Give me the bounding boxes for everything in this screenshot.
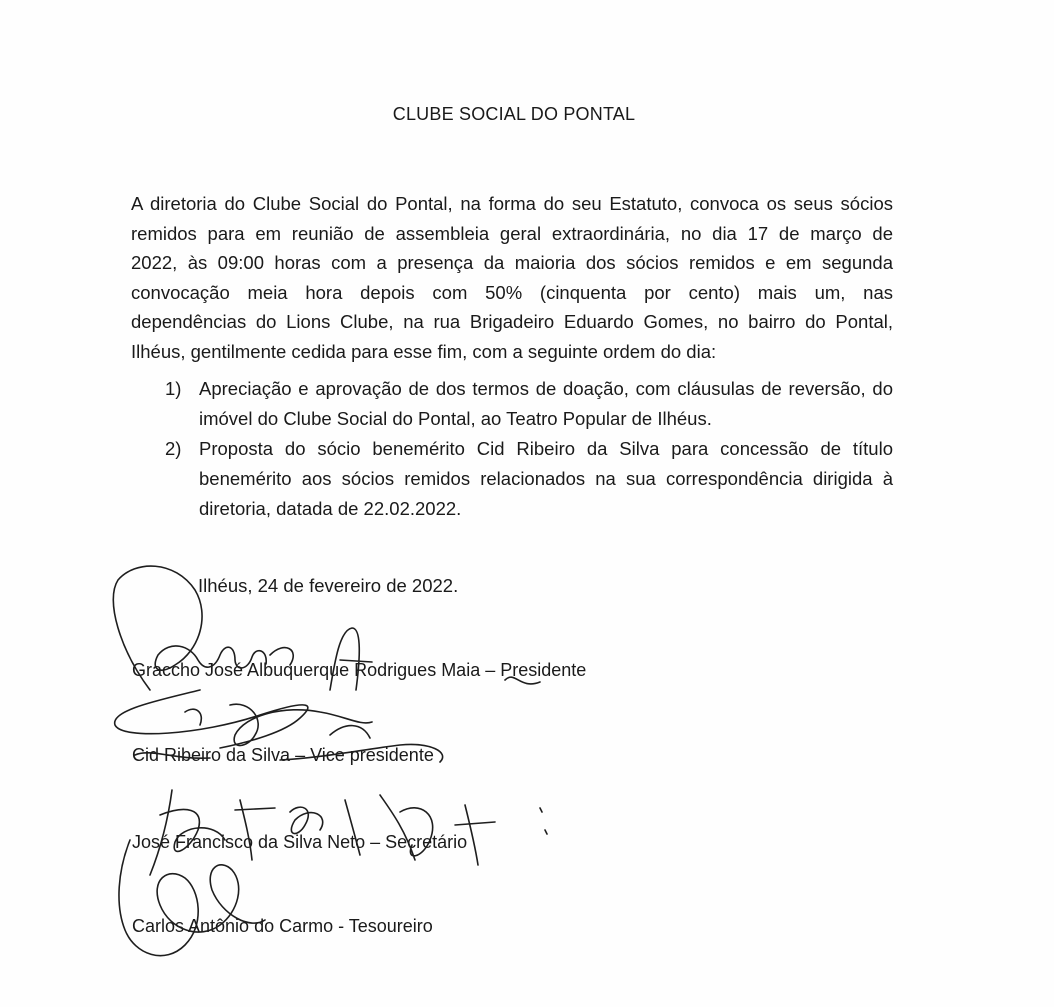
paragraph-line: 2022, às 09:00 horas com a presença da maioria dos sócios remidos e em segunda <box>131 252 893 273</box>
signatory-secretary: José Francisco da Silva Neto – Secretário <box>132 832 468 852</box>
signatory-vice-president: Cid Ribeiro da Silva – Vice presidente <box>132 745 434 765</box>
agenda-item-number: 1) <box>165 378 182 399</box>
signatory-treasurer: Carlos Antônio do Carmo - Tesoureiro <box>132 916 433 936</box>
signature-treasurer <box>119 840 265 956</box>
agenda-item <box>165 374 893 434</box>
agenda-list <box>165 374 893 524</box>
agenda-item-number: 2) <box>165 438 182 459</box>
paragraph-line: dependências do Lions Clube, na rua Brigadeiro Eduardo Gomes, no bairro do Pontal, <box>131 311 893 332</box>
document-title: CLUBE SOCIAL DO PONTAL <box>392 104 636 124</box>
convocation-paragraph <box>131 189 893 366</box>
date-line: Ilhéus, 24 de fevereiro de 2022. <box>198 575 459 596</box>
paragraph-line: remidos para em reunião de assembleia geral extraordinária, no dia 17 de março de <box>131 222 893 244</box>
paragraph-line: convocação meia hora depois com 50% (cinquenta por cento) mais um, nas <box>131 281 893 303</box>
signatory-president: Graccho José Albuquerque Rodrigues Maia – Presidente <box>132 660 587 680</box>
agenda-item-line: diretoria, datada de 22.02.2022. <box>199 498 462 519</box>
paragraph-line: A diretoria do Clube Social do Pontal, na forma do seu Estatuto, convoca os seus sócios <box>131 193 893 214</box>
agenda-item-line: Apreciação e aprovação de dos termos de doação, com cláusulas de reversão, do <box>199 378 893 399</box>
agenda-item <box>165 434 893 524</box>
agenda-item-line: Proposta do sócio benemérito Cid Ribeiro da Silva para concessão de título <box>199 438 893 459</box>
paragraph-line: Ilhéus, gentilmente cedida para esse fim, com a seguinte ordem do dia: <box>131 340 717 362</box>
agenda-item-line: imóvel do Clube Social do Pontal, ao Teatro Popular de Ilhéus. <box>199 408 712 429</box>
agenda-item-line: benemérito aos sócios remidos relacionados na sua correspondência dirigida à <box>199 468 893 489</box>
